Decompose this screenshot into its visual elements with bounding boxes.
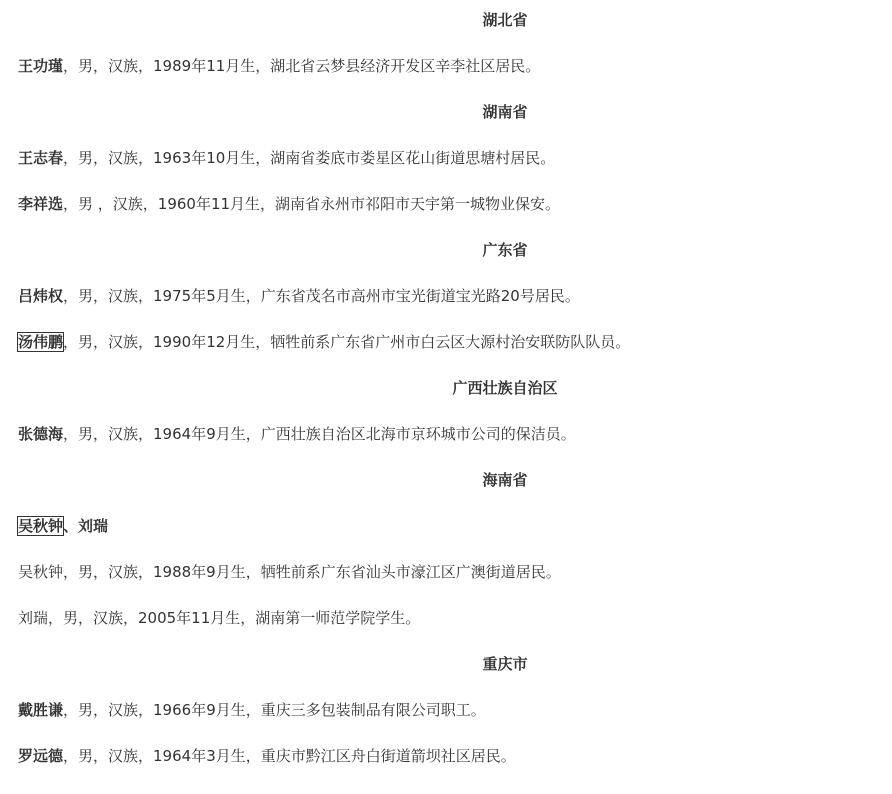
entry-line bbox=[18, 332, 630, 352]
group-names-line bbox=[18, 516, 108, 536]
entry-line bbox=[18, 746, 516, 766]
name-separator: 、 bbox=[63, 517, 79, 535]
person-name: 李祥选 bbox=[18, 195, 64, 213]
section-heading-chongqing: 重庆市 bbox=[482, 655, 528, 673]
person-description: ，男，汉族，1990年12月生，牺牲前系广东省广州市白云区大源村治安联防队队员。 bbox=[63, 333, 631, 351]
person-name: 戴胜谦 bbox=[18, 701, 64, 719]
person-name: 刘瑞 bbox=[78, 517, 109, 535]
entry-line bbox=[18, 700, 486, 720]
person-name: 吕炜权 bbox=[18, 287, 64, 305]
section-heading-guangxi: 广西壮族自治区 bbox=[452, 379, 558, 397]
person-name: 王功瑾 bbox=[18, 57, 64, 75]
section-heading-hubei: 湖北省 bbox=[482, 11, 528, 29]
entry-line-plain: 吴秋钟，男，汉族，1988年9月生，牺牲前系广东省汕头市濠江区广澳街道居民。 bbox=[18, 563, 561, 581]
section-heading-guangdong: 广东省 bbox=[482, 241, 528, 259]
person-name-highlighted[interactable]: 汤伟鹏 bbox=[18, 333, 64, 351]
entry-line bbox=[18, 424, 576, 444]
entry-line bbox=[18, 148, 555, 168]
person-name: 张德海 bbox=[18, 425, 64, 443]
person-description: ，男，汉族，1964年3月生，重庆市黔江区舟白街道箭坝社区居民。 bbox=[63, 747, 516, 765]
entry-line bbox=[18, 56, 540, 76]
person-name: 王志春 bbox=[18, 149, 64, 167]
entry-line bbox=[18, 286, 580, 306]
section-heading-hunan: 湖南省 bbox=[482, 103, 528, 121]
person-description: ，男，汉族，1966年9月生，重庆三多包装制品有限公司职工。 bbox=[63, 701, 486, 719]
person-description: ，男 ，汉族，1960年11月生，湖南省永州市祁阳市天宇第一城物业保安。 bbox=[63, 195, 561, 213]
person-name: 罗远德 bbox=[18, 747, 64, 765]
section-heading-hainan: 海南省 bbox=[482, 471, 528, 489]
person-description: ，男，汉族，1975年5月生，广东省茂名市高州市宝光街道宝光路20号居民。 bbox=[63, 287, 580, 305]
entry-line bbox=[18, 194, 560, 214]
person-name-highlighted[interactable]: 吴秋钟 bbox=[18, 517, 64, 535]
person-description: ，男，汉族，1989年11月生，湖北省云梦县经济开发区辛李社区居民。 bbox=[63, 57, 541, 75]
entry-line-plain: 刘瑞，男，汉族，2005年11月生，湖南第一师范学院学生。 bbox=[18, 609, 421, 627]
person-description: ，男，汉族，1964年9月生，广西壮族自治区北海市京环城市公司的保洁员。 bbox=[63, 425, 576, 443]
person-description: ，男，汉族，1963年10月生，湖南省娄底市娄星区花山街道思塘村居民。 bbox=[63, 149, 556, 167]
